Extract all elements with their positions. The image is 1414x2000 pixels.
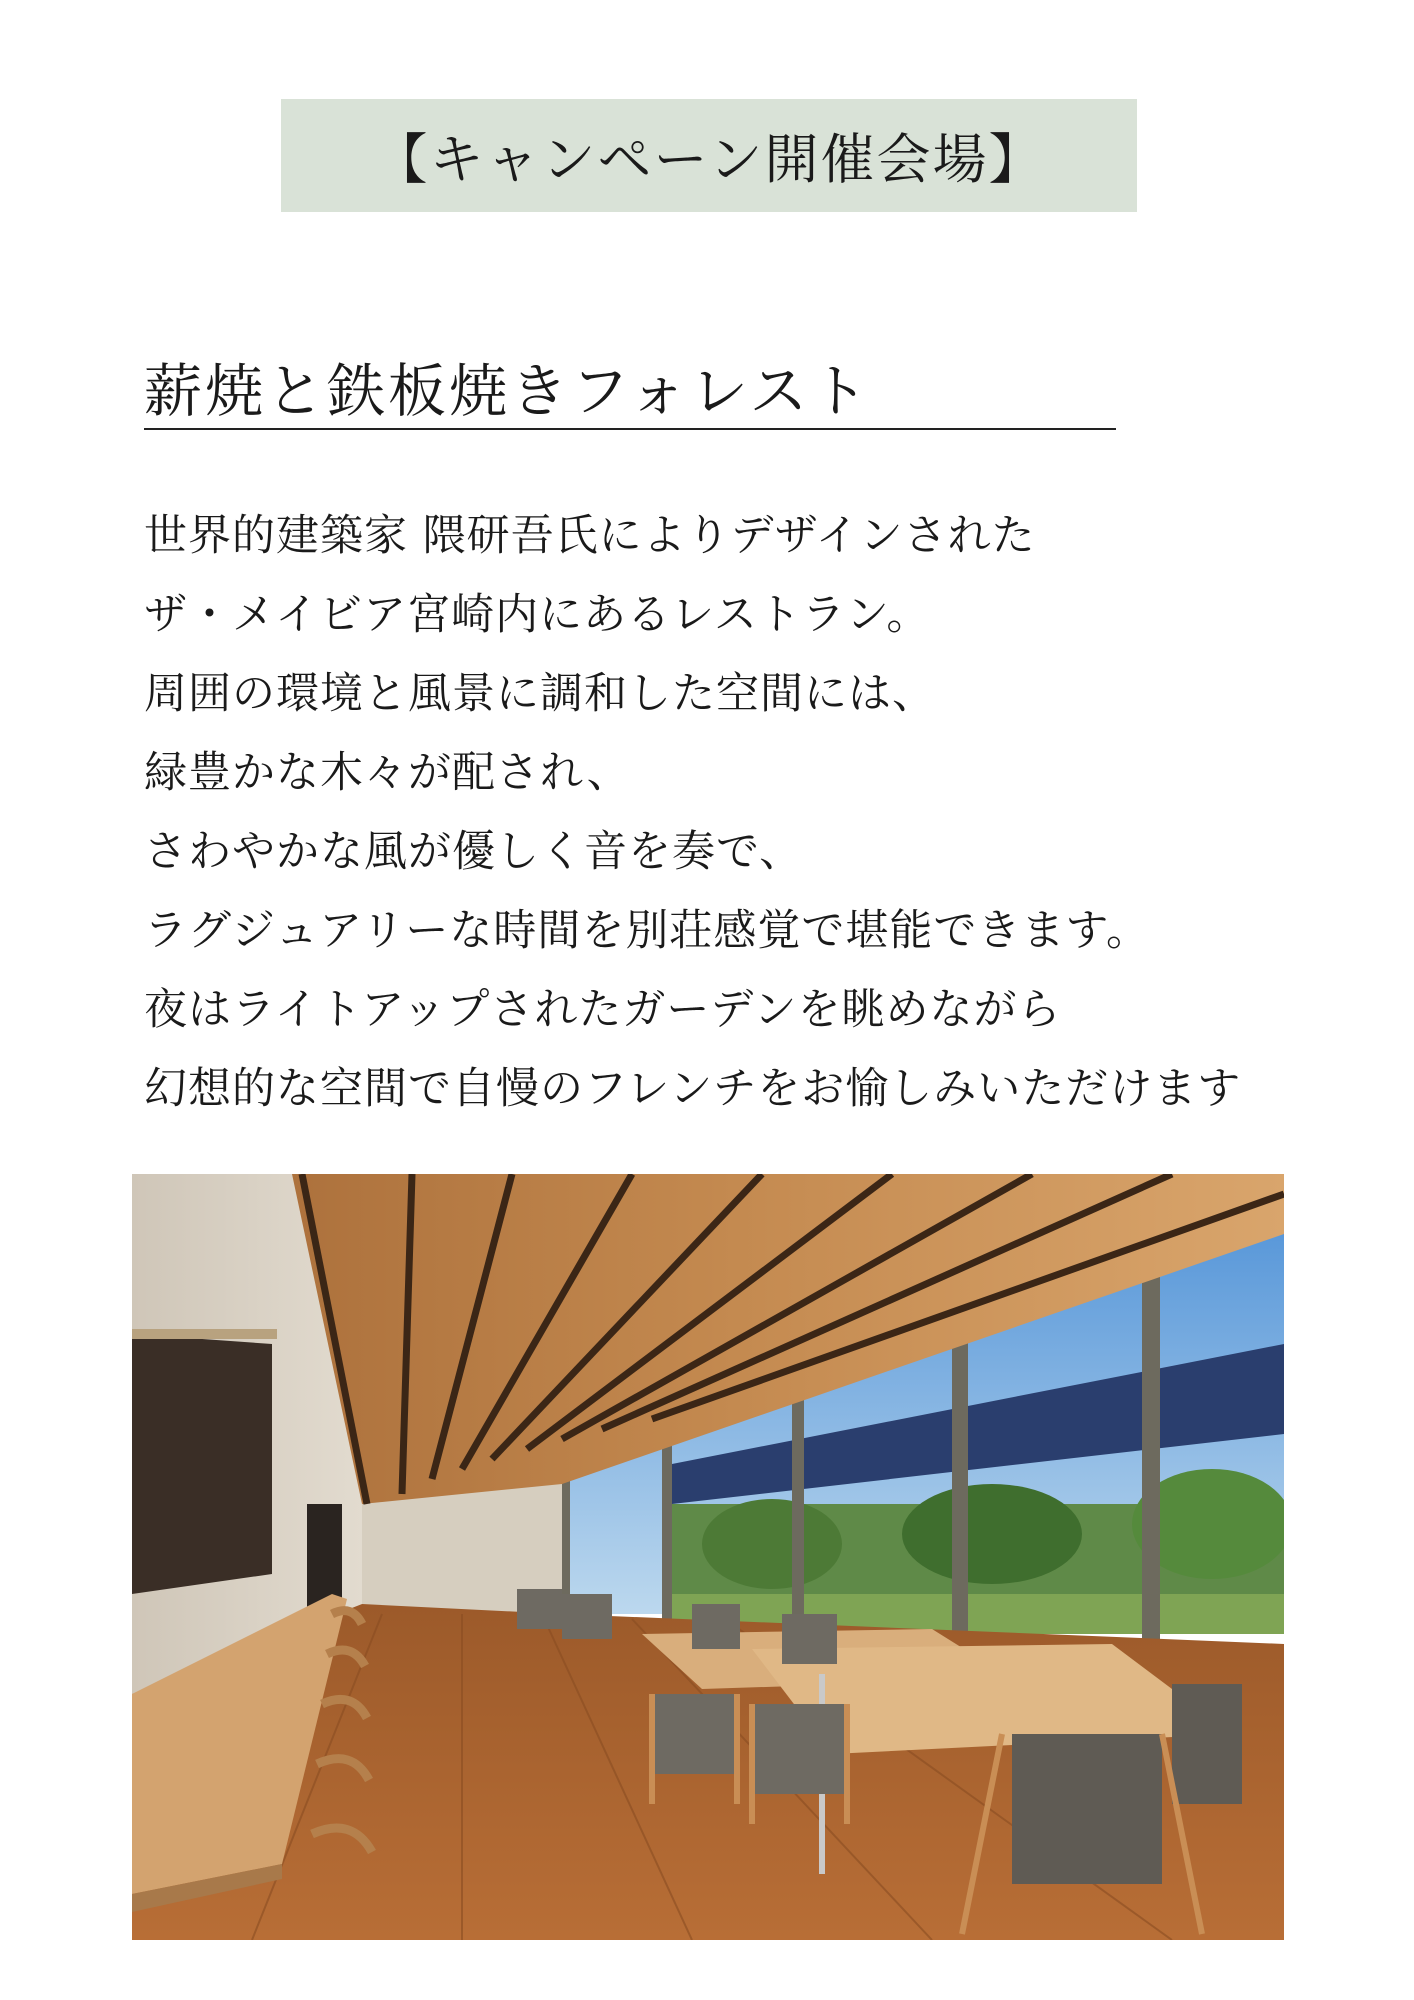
description (144, 497, 1294, 1129)
title-underline (144, 428, 1116, 430)
description-line: 幻想的な空間で自慢のフレンチをお愉しみいただけます (144, 1064, 1242, 1114)
description-line: ザ・メイビア宮崎内にあるレストラン。 (144, 590, 931, 640)
description-line: さわやかな風が優しく音を奏で、 (144, 827, 804, 877)
venue-banner (281, 99, 1137, 212)
banner-text: 【キャンペーン開催会場】 (373, 128, 1045, 191)
description-line: 夜はライトアップされたガーデンを眺めながら (144, 985, 1062, 1035)
restaurant-interior-photo (132, 1174, 1284, 1940)
description-line: ラグジュアリーな時間を別荘感覚で堪能できます。 (144, 906, 1150, 956)
description-line: 緑豊かな木々が配され、 (144, 748, 631, 798)
description-line: 周囲の環境と風景に調和した空間には、 (144, 669, 936, 719)
description-line: 世界的建築家 隈研吾氏によりデザインされた (144, 511, 1036, 561)
restaurant-title: 薪焼と鉄板焼きフォレスト (144, 357, 872, 425)
